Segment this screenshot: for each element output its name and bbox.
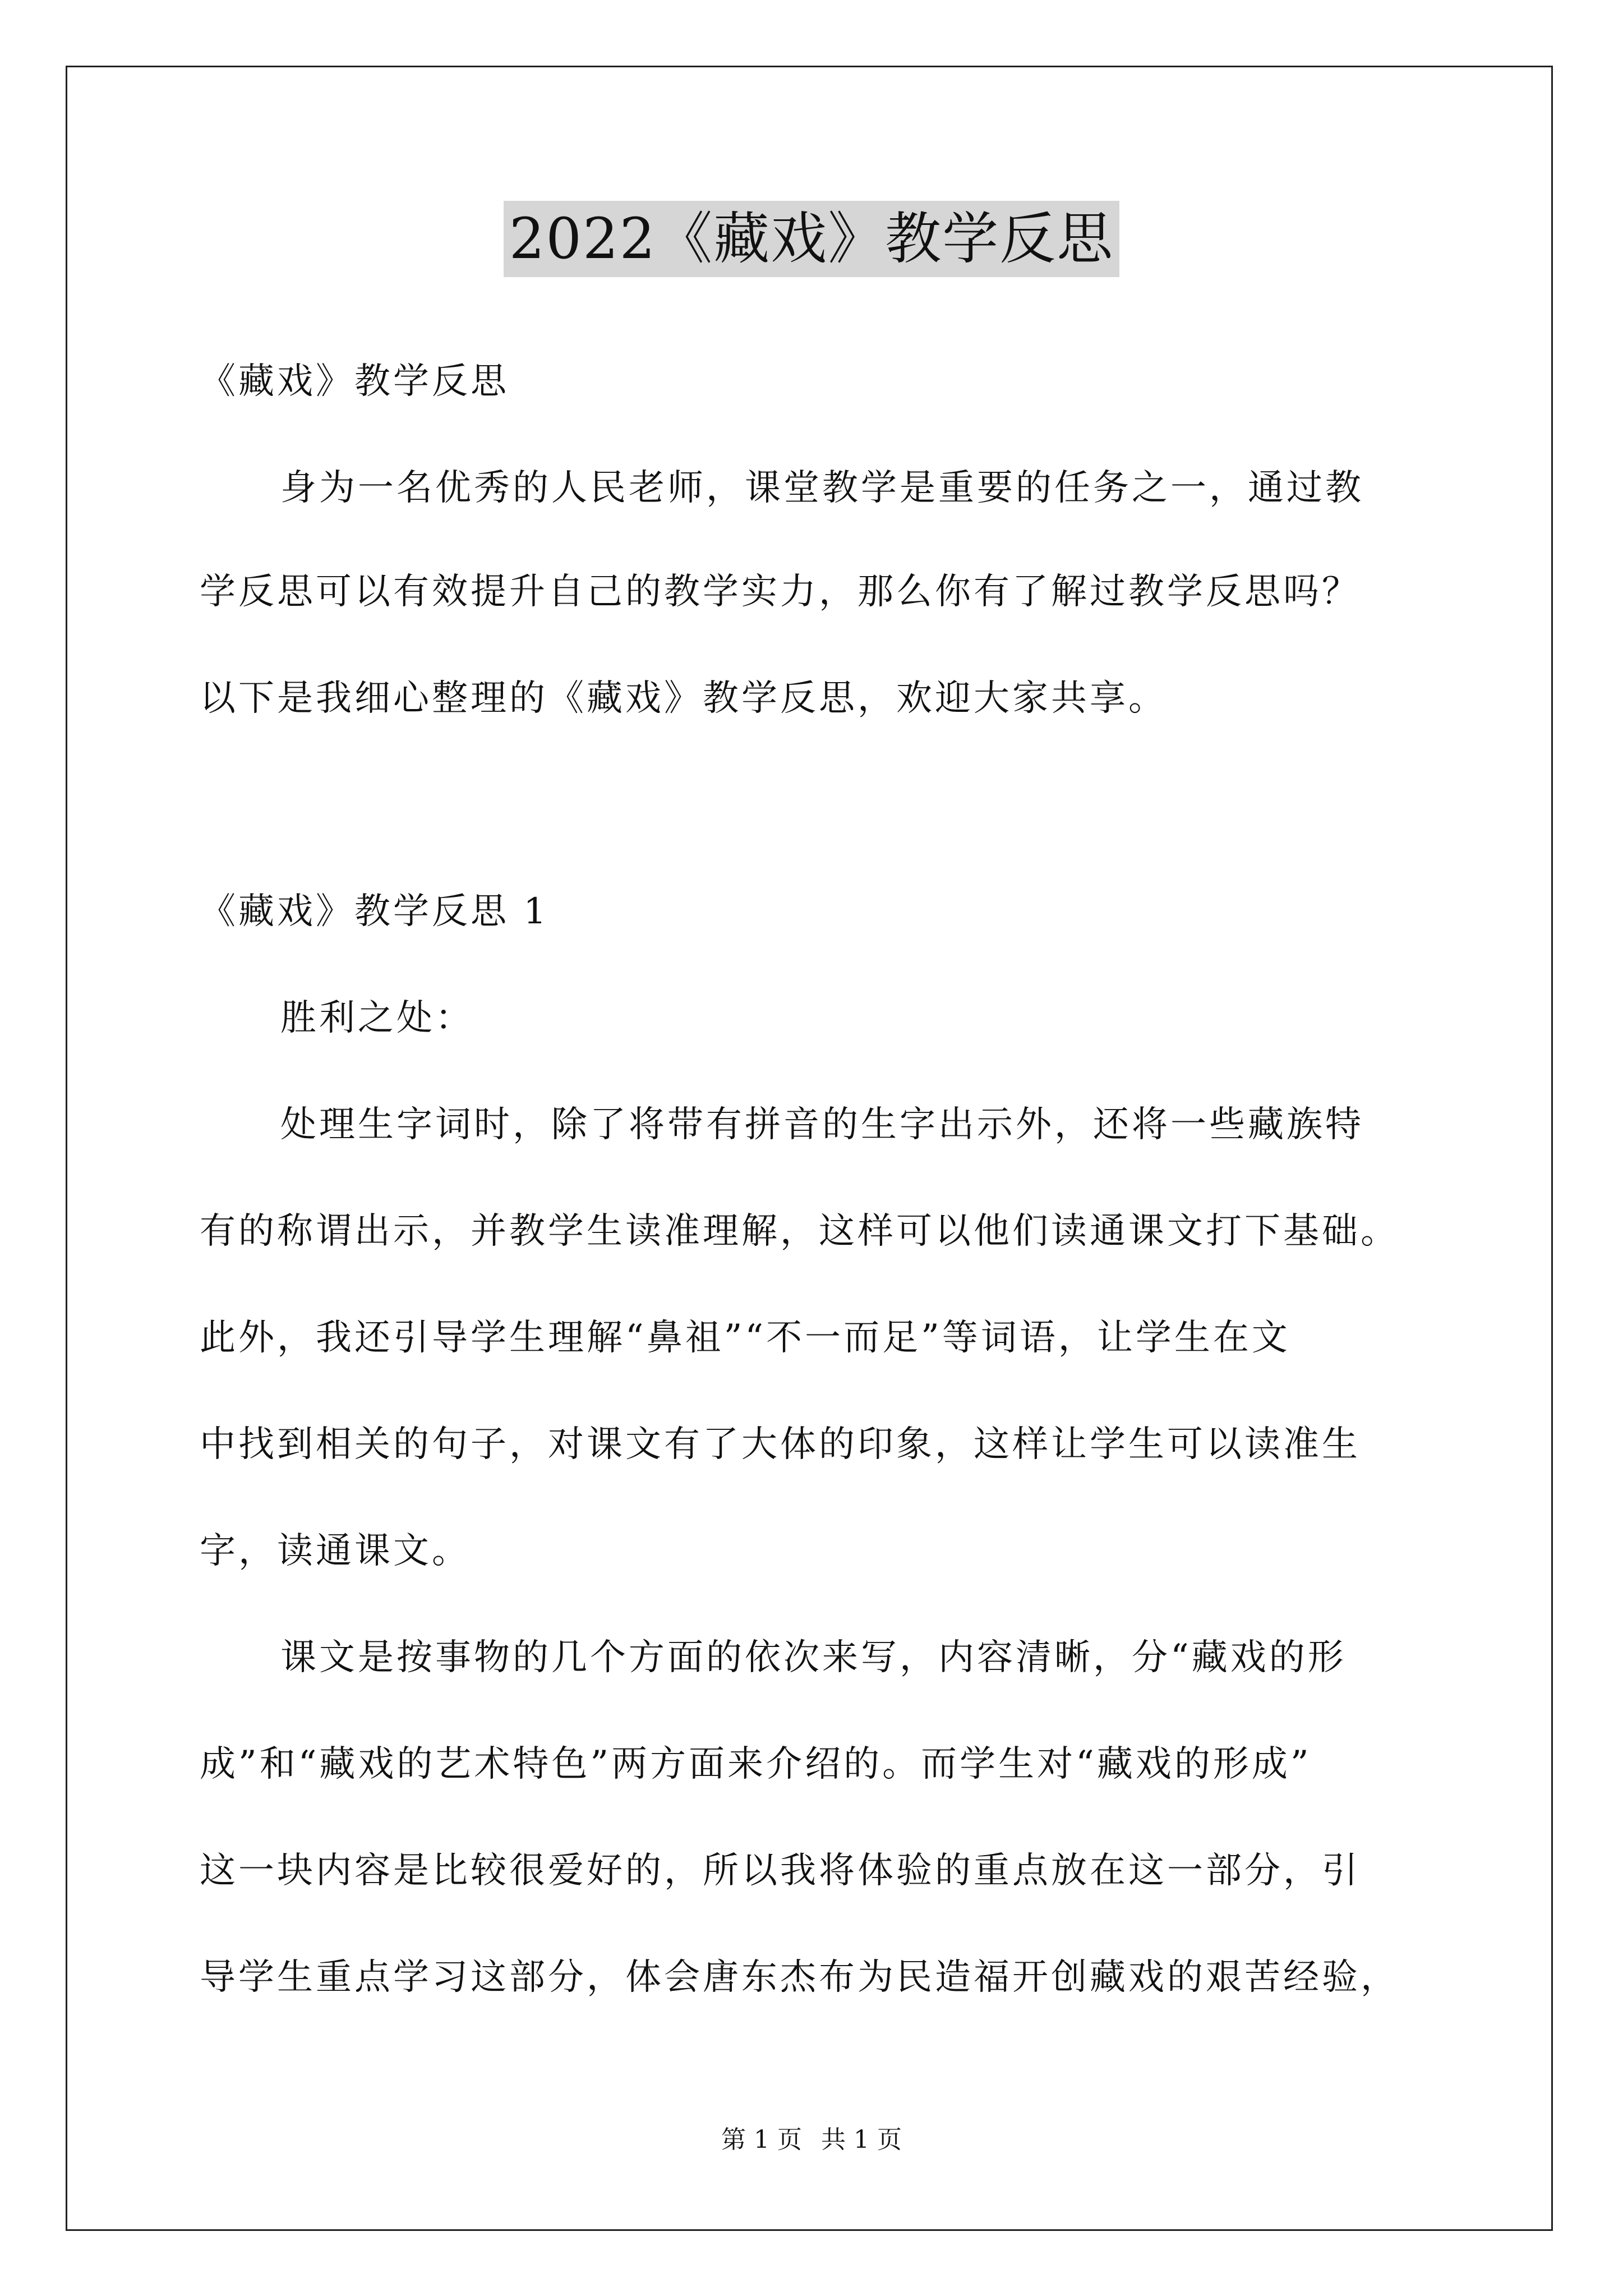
paragraph-line: 身为一名优秀的人民老师，课堂教学是重要的任务之一，通过教	[280, 467, 1364, 509]
title-container	[0, 201, 1623, 277]
section-heading: 《藏戏》教学反思 1	[200, 891, 550, 932]
paragraph-line: 此外，我还引导学生理解“鼻祖”“不一而足”等词语，让学生在文	[200, 1317, 1290, 1359]
paragraph-line: 课文是按事物的几个方面的依次来写，内容清晰，分“藏戏的形	[280, 1637, 1347, 1678]
paragraph-line: 字，读通课文。	[200, 1530, 471, 1572]
page-footer	[0, 2123, 1623, 2157]
paragraph-line: 有的称谓出示，并教学生读准理解，这样可以他们读通课文打下基础。	[200, 1211, 1399, 1252]
paragraph-line: 导学生重点学习这部分，体会唐东杰布为民造福开创藏戏的艰苦经验，	[200, 1957, 1399, 1998]
paragraph-line: 以下是我细心整理的《藏戏》教学反思，欢迎大家共享。	[200, 678, 1167, 719]
page-number: 第 1 页	[721, 2125, 802, 2154]
paragraph-line: 成”和“藏戏的艺术特色”两方面来介绍的。而学生对“藏戏的形成”	[200, 1743, 1312, 1785]
section-heading: 《藏戏》教学反思	[200, 361, 509, 402]
document-title: 2022《藏戏》教学反思	[504, 201, 1120, 277]
paragraph-line: 这一块内容是比较很爱好的，所以我将体验的重点放在这一部分，引	[200, 1850, 1361, 1892]
paragraph-line: 胜利之处：	[280, 997, 474, 1039]
paragraph-line: 中找到相关的句子，对课文有了大体的印象，这样让学生可以读准生	[200, 1424, 1361, 1465]
paragraph-line: 处理生字词时，除了将带有拼音的生字出示外，还将一些藏族特	[280, 1104, 1364, 1145]
paragraph-line: 学反思可以有效提升自己的教学实力，那么你有了解过教学反思吗？	[200, 571, 1361, 613]
page-total: 共 1 页	[821, 2125, 902, 2154]
